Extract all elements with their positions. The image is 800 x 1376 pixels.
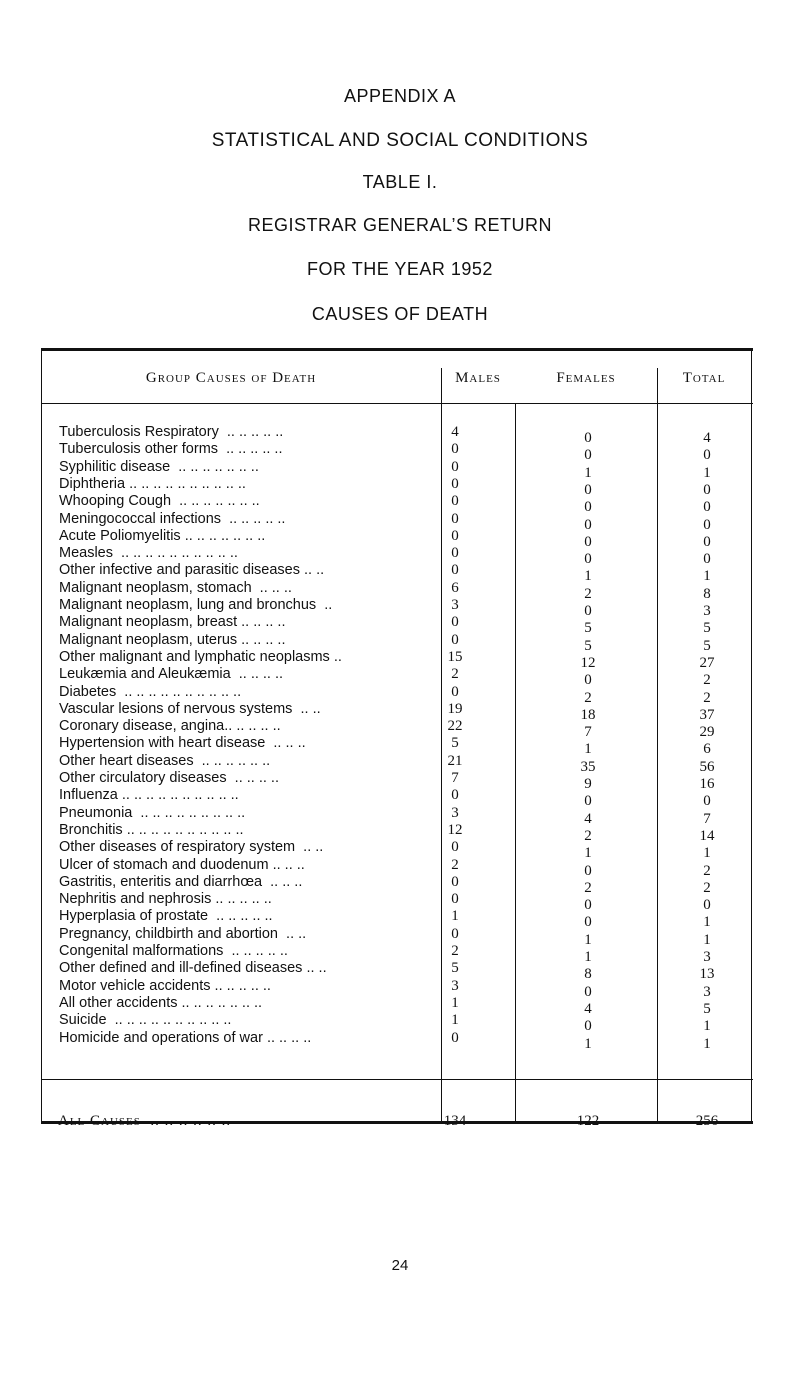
table-row (0, 597, 800, 619)
males-cell: 0 (451, 475, 459, 492)
females-cell: 35 (580, 758, 596, 775)
header-cause: Group Causes of Death (145, 370, 317, 386)
cause-cell: Syphilitic disease .. .. .. .. .. .. .. (59, 458, 259, 475)
return-title-text: REGISTRAR GENERAL’S RETURN (247, 215, 553, 235)
total-cell: 37 (699, 706, 715, 723)
males-cell: 2 (451, 943, 459, 959)
males-cell: 1 (451, 994, 459, 1011)
females-cell: 0 (584, 603, 592, 619)
females-cell: 2 (584, 827, 592, 844)
females-cell: 8 (584, 966, 592, 983)
females-cell: 0 (584, 430, 592, 446)
total-cell: 5 (703, 1000, 711, 1017)
females-cell: 0 (584, 516, 592, 533)
appendix-title-text: APPENDIX A (343, 86, 457, 106)
table-row (0, 579, 800, 602)
cause-cell: Malignant neoplasm, breast .. .. .. .. (59, 614, 286, 631)
males-cell: 0 (451, 873, 459, 890)
total-cell: 56 (699, 758, 715, 775)
total-cell: 5 (703, 620, 711, 637)
cause-cell: Pregnancy, childbirth and abortion .. .. (59, 925, 307, 942)
females-cell: 1 (584, 845, 592, 862)
header-males: Males (455, 370, 501, 386)
females-cell: 1 (584, 949, 592, 965)
section-title-text: STATISTICAL AND SOCIAL CONDITIONS (211, 130, 589, 151)
table-row (0, 475, 800, 498)
cause-cell: Coronary disease, angina.. .. .. .. .. (59, 718, 281, 735)
cause-cell: Malignant neoplasm, lung and bronchus .. (59, 597, 333, 613)
cause-cell: Other heart diseases .. .. .. .. .. .. (59, 752, 271, 769)
total-cell: 0 (703, 499, 711, 516)
table-row (0, 424, 800, 446)
all-causes-label: All Causes .. .. .. .. .. .. (58, 1113, 232, 1129)
males-cell: 0 (451, 787, 459, 804)
cause-cell: Measles .. .. .. .. .. .. .. .. .. .. (59, 545, 238, 562)
females-cell: 1 (584, 464, 592, 481)
total-cell: 0 (703, 897, 711, 914)
males-cell: 0 (451, 683, 459, 700)
females-cell: 0 (584, 481, 592, 498)
females-cell: 2 (584, 585, 592, 602)
table-row (0, 458, 800, 481)
cause-cell: Homicide and operations of war .. .. .. .. (59, 1029, 312, 1046)
males-cell: 19 (447, 700, 463, 717)
year-title (0, 259, 800, 280)
table-top-rule (41, 348, 753, 351)
total-cell: 1 (703, 914, 711, 931)
females-cell: 5 (584, 637, 592, 654)
table-row (0, 891, 800, 914)
males-cell: 0 (451, 1029, 459, 1046)
males-cell: 0 (451, 562, 459, 579)
males-cell: 3 (451, 597, 459, 613)
cause-cell: Other defined and ill-defined diseases .. .. (59, 960, 327, 977)
cause-cell: Other malignant and lymphatic neoplasms .. (59, 648, 342, 665)
males-cell: 0 (451, 925, 459, 942)
total-cell: 8 (703, 585, 711, 602)
females-cell: 2 (584, 879, 592, 896)
cause-cell: Tuberculosis Respiratory .. .. .. .. .. (59, 424, 284, 440)
total-cell: 1 (703, 1035, 711, 1052)
cause-cell: Other infective and parasitic diseases .. .. (59, 562, 325, 579)
total-cell: 1 (703, 1018, 711, 1035)
males-cell: 5 (451, 960, 459, 977)
males-cell: 0 (451, 891, 459, 908)
table-row (0, 510, 800, 533)
males-cell: 0 (451, 458, 459, 475)
table-row (0, 925, 800, 948)
total-cell: 1 (703, 845, 711, 862)
cause-cell: Suicide .. .. .. .. .. .. .. .. .. .. (59, 1012, 232, 1029)
table-row (0, 839, 800, 862)
table-row (0, 441, 800, 464)
total-cell: 0 (703, 481, 711, 498)
table-row (0, 943, 800, 965)
page-number: 24 (391, 1257, 409, 1274)
total-cell: 0 (703, 551, 711, 568)
males-cell: 2 (451, 666, 459, 683)
section-title (0, 130, 800, 152)
females-cell: 1 (584, 741, 592, 758)
table-row (0, 873, 800, 896)
appendix-title (0, 86, 800, 107)
table-row (0, 856, 800, 879)
males-cell: 6 (451, 579, 459, 596)
table-row (0, 631, 800, 654)
cause-cell: Diabetes .. .. .. .. .. .. .. .. .. .. (59, 683, 242, 700)
total-cell: 0 (703, 793, 711, 810)
table-row (0, 614, 800, 637)
table-row (0, 648, 800, 671)
males-cell: 0 (451, 493, 459, 510)
total-cell: 2 (703, 672, 711, 689)
females-cell: 18 (580, 706, 596, 723)
header-total: Total (682, 370, 726, 386)
table-row (0, 908, 800, 931)
males-cell: 3 (451, 804, 459, 821)
females-cell: 0 (584, 533, 592, 550)
females-cell: 0 (584, 447, 592, 464)
males-cell: 15 (447, 648, 463, 665)
table-row (0, 1029, 800, 1052)
table-title-text: TABLE I. (362, 172, 438, 192)
males-cell: 4 (451, 424, 459, 440)
females-cell: 0 (584, 672, 592, 689)
males-cell: 0 (451, 631, 459, 648)
table-row (0, 977, 800, 1000)
males-cell: 0 (451, 527, 459, 544)
table-row (0, 493, 800, 516)
males-cell: 2 (451, 856, 459, 873)
cause-cell: Pneumonia .. .. .. .. .. .. .. .. .. (59, 804, 246, 821)
males-cell: 1 (451, 908, 459, 925)
table-row (0, 718, 800, 741)
females-cell: 4 (584, 810, 592, 827)
table-row (0, 1012, 800, 1035)
all-causes-total: 256 (695, 1113, 719, 1129)
total-cell: 3 (703, 983, 711, 1000)
cause-cell: Leukæmia and Aleukæmia .. .. .. .. (59, 666, 284, 683)
subject-title-text: CAUSES OF DEATH (311, 304, 489, 324)
total-cell: 1 (703, 568, 711, 585)
table-row (0, 804, 800, 827)
males-cell: 1 (451, 1012, 459, 1029)
total-cell: 29 (699, 724, 715, 741)
total-cell: 2 (703, 862, 711, 879)
cause-cell: Vascular lesions of nervous systems .. .. (59, 700, 321, 717)
males-cell: 0 (451, 839, 459, 856)
females-cell: 7 (584, 724, 592, 741)
total-cell: 3 (703, 949, 711, 965)
females-cell: 0 (584, 499, 592, 516)
table-row (0, 735, 800, 758)
all-causes-females: 122 (576, 1113, 600, 1129)
total-cell: 2 (703, 689, 711, 706)
males-cell: 0 (451, 614, 459, 631)
header-rule (41, 403, 753, 404)
total-cell: 1 (703, 931, 711, 948)
cause-cell: Acute Poliomyelitis .. .. .. .. .. .. .. (59, 527, 266, 544)
females-cell: 5 (584, 620, 592, 637)
table-row (0, 527, 800, 550)
cause-cell: Ulcer of stomach and duodenum .. .. .. (59, 856, 305, 873)
cause-cell: Diphtheria .. .. .. .. .. .. .. .. .. .. (59, 475, 246, 492)
all-causes-males: 134 (443, 1113, 467, 1129)
total-cell: 16 (699, 776, 715, 792)
table-row (0, 666, 800, 689)
table-row (0, 545, 800, 568)
header-females: Females (556, 370, 616, 386)
total-cell: 2 (703, 879, 711, 896)
total-cell: 0 (703, 516, 711, 533)
females-cell: 0 (584, 897, 592, 914)
cause-cell: Hypertension with heart disease .. .. .. (59, 735, 306, 752)
females-cell: 1 (584, 931, 592, 948)
females-cell: 0 (584, 1018, 592, 1035)
table-row (0, 994, 800, 1017)
table-row (0, 683, 800, 706)
cause-cell: Bronchitis .. .. .. .. .. .. .. .. .. .. (59, 821, 244, 838)
males-cell: 12 (447, 821, 463, 838)
females-cell: 0 (584, 914, 592, 931)
total-cell: 5 (703, 637, 711, 654)
cause-cell: Other diseases of respiratory system .. .. (59, 839, 324, 856)
cause-cell: Gastritis, enteritis and diarrhœa .. .. .. (59, 873, 303, 890)
table-row (0, 787, 800, 810)
total-cell: 0 (703, 533, 711, 550)
females-cell: 9 (584, 776, 592, 792)
cause-cell: Hyperplasia of prostate .. .. .. .. .. (59, 908, 273, 925)
total-cell: 14 (699, 827, 715, 844)
females-cell: 0 (584, 983, 592, 1000)
cause-cell: Meningococcal infections .. .. .. .. .. (59, 510, 286, 527)
table-row (0, 562, 800, 585)
males-cell: 7 (451, 770, 459, 786)
cause-cell: Congenital malformations .. .. .. .. .. (59, 943, 288, 959)
subject-title (0, 304, 800, 325)
males-cell: 3 (451, 977, 459, 994)
total-cell: 27 (699, 654, 715, 671)
total-cell: 1 (703, 464, 711, 481)
males-cell: 21 (447, 752, 463, 769)
males-cell: 0 (451, 545, 459, 562)
table-row (0, 960, 800, 983)
total-cell: 3 (703, 603, 711, 619)
table-row (0, 752, 800, 775)
table-row (0, 770, 800, 792)
females-cell: 1 (584, 568, 592, 585)
return-title (0, 215, 800, 236)
table-row (0, 700, 800, 723)
females-cell: 0 (584, 551, 592, 568)
males-cell: 5 (451, 735, 459, 752)
footer-rule (41, 1079, 753, 1080)
total-cell: 13 (699, 966, 715, 983)
year-title-text: FOR THE YEAR 1952 (307, 259, 493, 279)
cause-cell: Influenza .. .. .. .. .. .. .. .. .. .. (59, 787, 239, 804)
cause-cell: Tuberculosis other forms .. .. .. .. .. (59, 441, 283, 458)
females-cell: 0 (584, 862, 592, 879)
females-cell: 12 (580, 654, 596, 671)
females-cell: 2 (584, 689, 592, 706)
males-cell: 0 (451, 510, 459, 527)
total-cell: 4 (703, 430, 711, 446)
males-cell: 22 (447, 718, 463, 735)
total-cell: 6 (703, 741, 711, 758)
table-row (0, 821, 800, 844)
table-title (0, 172, 800, 193)
males-cell: 0 (451, 441, 459, 458)
total-cell: 0 (703, 447, 711, 464)
cause-cell: All other accidents .. .. .. .. .. .. .. (59, 994, 263, 1011)
cause-cell: Other circulatory diseases .. .. .. .. (59, 770, 279, 786)
females-cell: 4 (584, 1000, 592, 1017)
cause-cell: Motor vehicle accidents .. .. .. .. .. (59, 977, 271, 994)
females-cell: 1 (584, 1035, 592, 1052)
females-cell: 0 (584, 793, 592, 810)
total-cell: 7 (703, 810, 711, 827)
cause-cell: Malignant neoplasm, uterus .. .. .. .. (59, 631, 286, 648)
cause-cell: Nephritis and nephrosis .. .. .. .. .. (59, 891, 272, 908)
cause-cell: Malignant neoplasm, stomach .. .. .. (59, 579, 292, 596)
cause-cell: Whooping Cough .. .. .. .. .. .. .. (59, 493, 260, 510)
